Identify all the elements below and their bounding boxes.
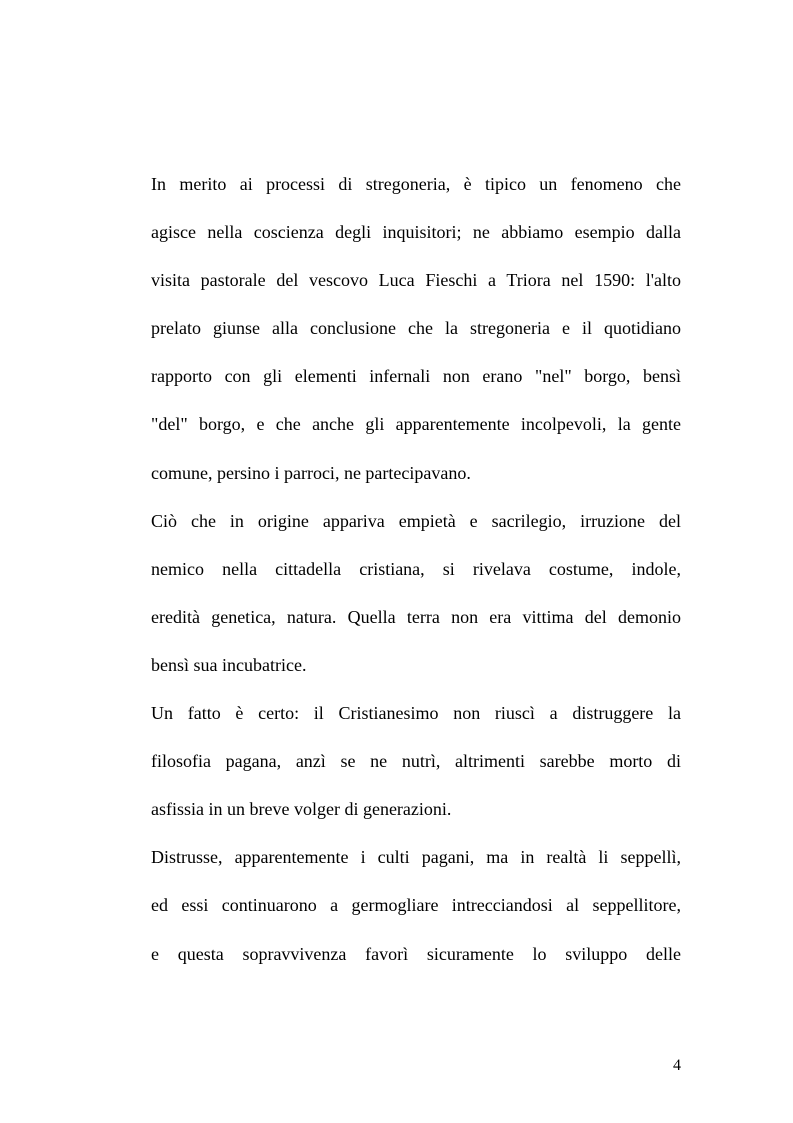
text-line: filosofia pagana, anzì se ne nutrì, altrimenti sarebbe morto di [151, 751, 681, 772]
text-line: Un fatto è certo: il Cristianesimo non riuscì a distruggere la [151, 703, 681, 724]
text-line: ed essi continuarono a germogliare intrecciandosi al seppellitore, [151, 895, 681, 916]
text-line: asfissia in un breve volger di generazioni. [151, 799, 452, 820]
page-number: 4 [673, 1057, 681, 1074]
text-line: visita pastorale del vescovo Luca Fieschi a Triora nel 1590: l'alto [151, 270, 681, 291]
text-line: nemico nella cittadella cristiana, si rivelava costume, indole, [151, 558, 681, 579]
text-line: agisce nella coscienza degli inquisitori; ne abbiamo esempio dalla [151, 222, 681, 243]
text-line: In merito ai processi di stregoneria, è tipico un fenomeno che [151, 174, 681, 194]
body-text [151, 166, 681, 984]
text-line: rapporto con gli elementi infernali non erano "nel" borgo, bensì [151, 366, 681, 387]
text-line: Ciò che in origine appariva empietà e sacrilegio, irruzione del [151, 510, 681, 531]
text-line: "del" borgo, e che anche gli apparentemente incolpevoli, la gente [151, 414, 681, 435]
text-line: prelato giunse alla conclusione che la stregoneria e il quotidiano [151, 318, 681, 339]
text-line: comune, persino i parroci, ne partecipavano. [151, 462, 471, 483]
text-line: e questa sopravvivenza favorì sicuramente lo sviluppo delle [151, 943, 681, 964]
text-line: Distrusse, apparentemente i culti pagani, ma in realtà li seppellì, [151, 847, 681, 868]
text-line: eredità genetica, natura. Quella terra non era vittima del demonio [151, 606, 681, 627]
text-line: bensì sua incubatrice. [151, 654, 307, 675]
